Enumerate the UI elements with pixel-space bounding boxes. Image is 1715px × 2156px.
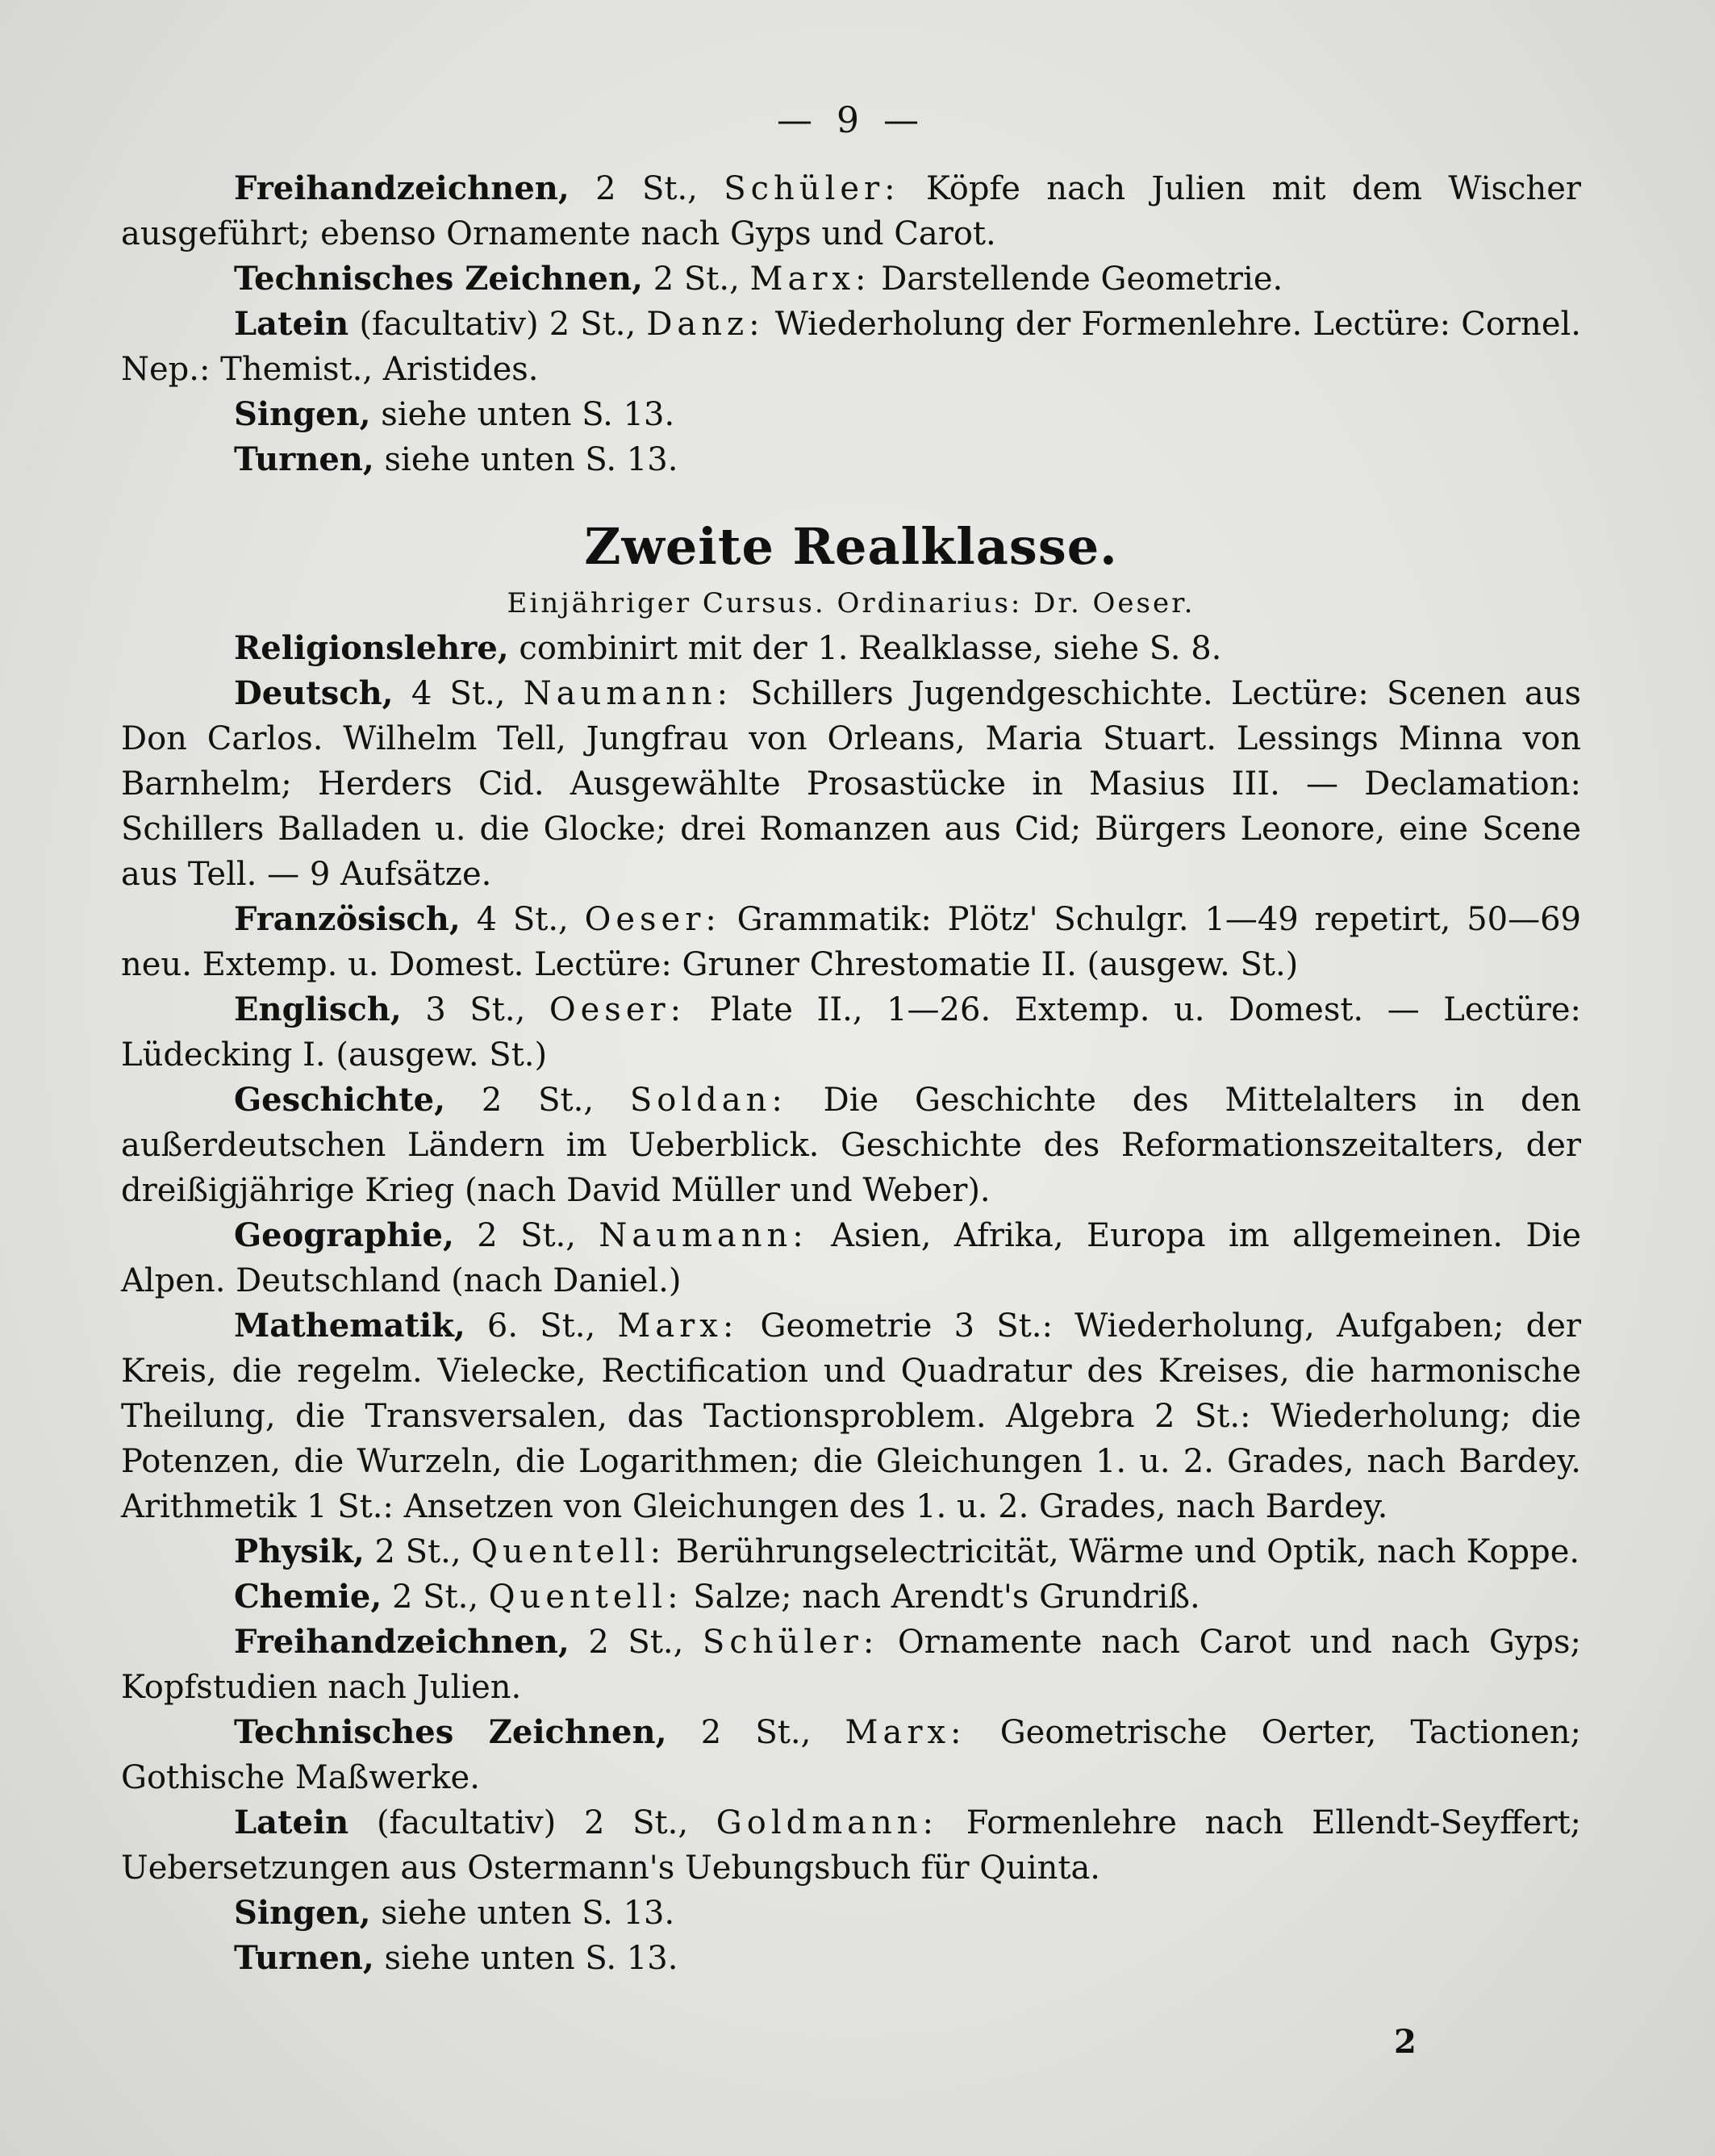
hours-text: siehe unten S. 13. (373, 441, 678, 478)
hours-text: 3 St., (401, 991, 549, 1028)
subject-name: Freihandzeichnen, (234, 169, 570, 207)
description-text: Darstellende Geometrie. (870, 261, 1283, 298)
hours-text: 6. St., (465, 1307, 618, 1345)
curriculum-entry (121, 1213, 1581, 1303)
hours-text: (facultativ) 2 St., (348, 306, 647, 343)
hours-text: 2 St., (382, 1578, 489, 1616)
subject-name: Geschichte, (234, 1081, 446, 1119)
description-text: Asien, Afrika, Europa im allgemeinen. Die Alpen. Deutschland (nach Daniel.) (121, 1217, 1581, 1299)
hours-text: 2 St., (666, 1714, 845, 1751)
description-text: Berührungselectricität, Wärme und Optik, nach Koppe. (666, 1533, 1580, 1570)
hours-text: 4 St., (393, 675, 524, 712)
first-section (121, 166, 1581, 482)
description-text: Wiederholung der Formenlehre. Lectüre: Cornel. Nep.: Themist., Aristides. (121, 306, 1581, 388)
curriculum-entry (121, 897, 1581, 987)
curriculum-entry (121, 392, 1581, 437)
description-text: Geometrische Oerter, Tactionen; Gothische Maßwerke. (121, 1714, 1582, 1796)
subject-name: Mathematik, (234, 1307, 465, 1345)
teacher-name: Marx: (617, 1307, 739, 1345)
subject-name: Technisches Zeichnen, (234, 1713, 667, 1751)
curriculum-entry (121, 1529, 1581, 1574)
description-text: Köpfe nach Julien mit dem Wischer ausgeführt; ebenso Ornamente nach Gyps und Carot. (121, 170, 1582, 252)
section-title: Zweite Realklasse. (584, 517, 1118, 576)
hours-text: 4 St., (460, 901, 585, 938)
curriculum-entry (121, 1891, 1581, 1936)
teacher-name: Oeser: (584, 901, 721, 938)
teacher-name: Goldmann: (716, 1804, 938, 1841)
hours-text: 2 St., (445, 1082, 630, 1119)
subject-name: Freihandzeichnen, (234, 1623, 570, 1661)
subject-name: Singen, (234, 1894, 371, 1932)
teacher-name: Danz: (646, 306, 765, 343)
hours-text: siehe unten S. 13. (370, 1895, 675, 1932)
description-text: Plate II., 1—26. Extemp. u. Domest. — Lectüre: Lüdecking I. (ausgew. St.) (121, 991, 1582, 1074)
teacher-name: Quentell: (471, 1533, 666, 1570)
hours-text: 2 St., (643, 261, 750, 298)
curriculum-entry (121, 302, 1581, 392)
description-text: Formenlehre nach Ellendt-Seyffert; Uebersetzungen aus Ostermann's Uebungsbuch für Quinta. (121, 1804, 1581, 1887)
teacher-name: Naumann: (599, 1217, 808, 1254)
section-subtitle: Einjähriger Cursus. Ordinarius: Dr. Oeser. (507, 587, 1195, 619)
description-text: Grammatik: Plötz' Schulgr. 1—49 repetirt, 50—69 neu. Extemp. u. Domest. Lectüre: Gruner Chrestomatie II. (ausgew. St.) (121, 901, 1582, 983)
description-text: Salze; nach Arendt's Grundriß. (682, 1578, 1200, 1616)
curriculum-entry (121, 671, 1581, 897)
curriculum-entry (121, 166, 1581, 256)
curriculum-entry (121, 1800, 1581, 1891)
teacher-name: Oeser: (549, 991, 686, 1028)
subject-name: Turnen, (234, 440, 374, 478)
curriculum-entry (121, 437, 1581, 482)
curriculum-entry (121, 1710, 1581, 1800)
sheet-number: 2 (1394, 2023, 1417, 2061)
subject-name: Singen, (234, 395, 371, 433)
subject-name: Chemie, (234, 1578, 382, 1616)
teacher-name: Schüler: (724, 170, 900, 207)
description-text: Schillers Jugendgeschichte. Lectüre: Scenen aus Don Carlos. Wilhelm Tell, Jungfrau von Orleans, Maria Stuart. Lessings Minna von Barnhelm; Herders Cid. Ausgewählte Prosastücke in Masius III. — Declamation: Schillers Balladen u. die Glocke; drei Romanzen aus Cid; Bürgers Leonore, eine Scene aus Tell. — 9 Aufsätze. (121, 675, 1582, 893)
hours-text: siehe unten S. 13. (373, 1940, 678, 1977)
subject-name: Physik, (234, 1533, 365, 1570)
subject-name: Turnen, (234, 1939, 374, 1977)
subject-name: Französisch, (234, 900, 461, 938)
subject-name: Deutsch, (234, 674, 394, 712)
teacher-name: Quentell: (488, 1578, 683, 1616)
subject-name: Religionslehre, (234, 629, 509, 667)
teacher-name: Schüler: (702, 1624, 879, 1661)
curriculum-entry (121, 1936, 1581, 1981)
hours-text: combinirt mit der 1. Realklasse, siehe S. 8. (508, 630, 1222, 667)
curriculum-entry (121, 1078, 1581, 1213)
curriculum-entry (121, 256, 1581, 302)
curriculum-entry (121, 987, 1581, 1078)
description-text: Geometrie 3 St.: Wiederholung, Aufgaben; der Kreis, die regelm. Vielecke, Rectification und Quadratur des Kreises, die harmonische Theilung, die Transversalen, das Tactionsproblem. Algebra 2 St.: Wiederholung; die Potenzen, die Wurzeln, die Logarithmen; die Gleichungen 1. u. 2. Grades, nach Bardey. Arithmetik 1 St.: Ansetzen von Gleichungen des 1. u. 2. Grades, nach Bardey. (121, 1307, 1582, 1525)
teacher-name: Naumann: (523, 675, 733, 712)
teacher-name: Marx: (749, 261, 871, 298)
hours-text: 2 St., (453, 1217, 599, 1254)
description-text: Ornamente nach Carot und nach Gyps; Kopfstudien nach Julien. (121, 1624, 1581, 1706)
description-text: Die Geschichte des Mittelalters in den außerdeutschen Ländern im Ueberblick. Geschichte des Reformationszeitalters, der dreißigjährige Krieg (nach David Müller und Weber). (121, 1082, 1582, 1209)
curriculum-entry (121, 1303, 1581, 1529)
subject-name: Technisches Zeichnen, (234, 260, 644, 298)
hours-text: 2 St., (569, 1624, 703, 1661)
curriculum-entry (121, 1620, 1581, 1710)
subject-name: Latein (234, 305, 349, 343)
second-section (121, 626, 1581, 1981)
hours-text: 2 St., (569, 170, 724, 207)
hours-text: siehe unten S. 13. (370, 396, 675, 433)
curriculum-entry (121, 626, 1581, 671)
hours-text: 2 St., (364, 1533, 472, 1570)
teacher-name: Soldan: (629, 1082, 787, 1119)
subject-name: Latein (234, 1804, 349, 1841)
page-content (121, 97, 1581, 1981)
curriculum-entry (121, 1574, 1581, 1620)
hours-text: (facultativ) 2 St., (348, 1804, 716, 1841)
teacher-name: Marx: (845, 1714, 966, 1751)
subject-name: Englisch, (234, 990, 402, 1028)
subject-name: Geographie, (234, 1216, 454, 1254)
page-number: — 9 — (777, 100, 925, 141)
